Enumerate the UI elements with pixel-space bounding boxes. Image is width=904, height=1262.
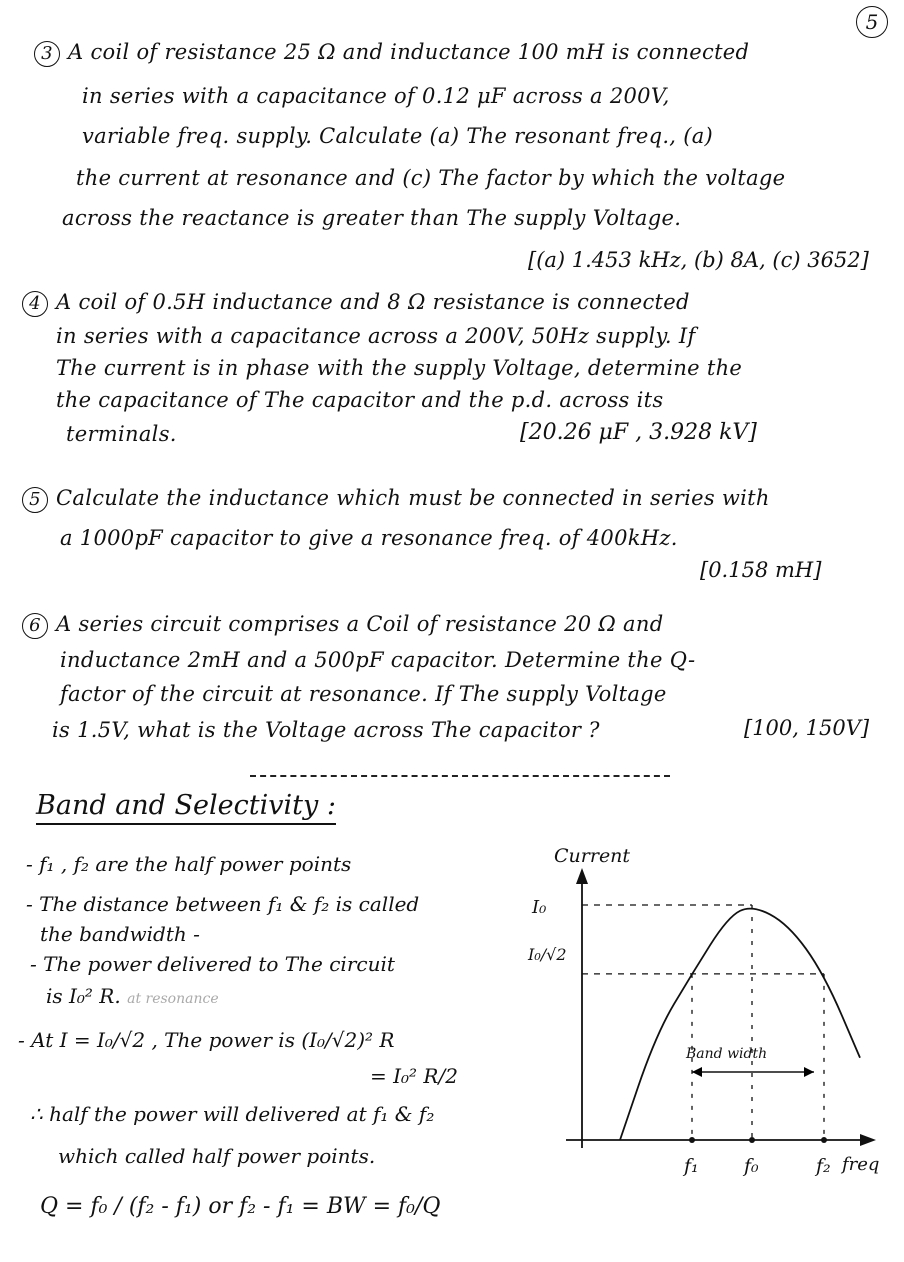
note-7: = I₀² R/2	[370, 1064, 458, 1088]
problem-6-number: 6	[22, 613, 48, 639]
note-5: is I₀² R. at resonance	[46, 984, 219, 1008]
page-number: 5	[856, 6, 888, 38]
problem-6-line-3: factor of the circuit at resonance. If The supply Voltage	[60, 682, 667, 706]
problem-4-line-4: the capacitance of The capacitor and the p.d. across its	[56, 388, 664, 412]
x-tick-f1: f₁	[684, 1155, 699, 1177]
x-axis-arrow	[860, 1134, 876, 1146]
section-heading: Band and Selectivity :	[36, 790, 336, 825]
point-f1	[689, 1137, 695, 1143]
problem-3-line-2: in series with a capacitance of 0.12 μF across a 200V,	[82, 84, 670, 108]
problem-5-number: 5	[22, 487, 48, 513]
note-9: which called half power points.	[58, 1144, 376, 1168]
bandwidth-arrow-left	[692, 1067, 702, 1077]
problem-3-line-3: variable freq. supply. Calculate (a) The resonant freq., (a)	[82, 124, 714, 148]
note-6: - At I = I₀/√2 , The power is (I₀/√2)² R	[18, 1028, 395, 1052]
problem-3-line-1: 3 A coil of resistance 25 Ω and inductance 100 mH is connected	[34, 40, 749, 67]
note-1: - f₁ , f₂ are the half power points	[26, 852, 352, 876]
problem-5-line-1: 5 Calculate the inductance which must be connected in series with	[22, 486, 770, 513]
note-4: - The power delivered to The circuit	[30, 952, 395, 976]
point-f0	[749, 1137, 755, 1143]
problem-5-line-2: a 1000pF capacitor to give a resonance freq. of 400kHz.	[60, 526, 678, 550]
problem-3-number: 3	[34, 41, 60, 67]
problem-3-line-4: the current at resonance and (c) The factor by which the voltage	[76, 166, 786, 190]
problem-5-answer: [0.158 mH]	[700, 558, 822, 582]
bandwidth-label: Band width	[686, 1046, 768, 1062]
note-2: - The distance between f₁ & f₂ is called	[26, 892, 420, 916]
problem-6-line-2: inductance 2mH and a 500pF capacitor. Determine the Q-	[60, 648, 696, 672]
point-f2	[821, 1137, 827, 1143]
x-tick-f2: f₂	[816, 1155, 831, 1177]
problem-4-answer: [20.26 μF , 3.928 kV]	[520, 420, 757, 445]
y-tick-I0: I₀	[532, 897, 547, 918]
x-tick-f0: f₀	[744, 1155, 759, 1177]
y-axis-arrow	[576, 868, 588, 884]
problem-6-line-1: 6 A series circuit comprises a Coil of resistance 20 Ω and	[22, 612, 663, 639]
problem-4-line-1: 4 A coil of 0.5H inductance and 8 Ω resistance is connected	[22, 290, 690, 317]
problem-4-number: 4	[22, 291, 48, 317]
problem-4-line-5: terminals.	[66, 422, 177, 446]
problem-4-line-3: The current is in phase with the supply Voltage, determine the	[56, 356, 743, 380]
y-tick-I0-root2: I₀/√2	[528, 945, 567, 964]
bandwidth-arrow-right	[804, 1067, 814, 1077]
x-axis-label: freq	[842, 1154, 880, 1175]
note-10: Q = f₀ / (f₂ - f₁) or f₂ - f₁ = BW = f₀/Q	[40, 1194, 441, 1219]
problem-3-line-5: across the reactance is greater than The supply Voltage.	[62, 206, 682, 230]
note-8: ∴ half the power will delivered at f₁ & f₂	[30, 1102, 435, 1126]
problem-4-line-2: in series with a capacitance across a 200V, 50Hz supply. If	[56, 324, 696, 348]
problem-6-answer: [100, 150V]	[744, 716, 870, 740]
y-axis-label: Current	[554, 845, 631, 867]
note-5-faint: at resonance	[127, 991, 219, 1007]
note-3: the bandwidth -	[40, 922, 200, 946]
problem-3-answer: [(a) 1.453 kHz, (b) 8A, (c) 3652]	[528, 248, 869, 272]
problem-6-line-4: is 1.5V, what is the Voltage across The capacitor ?	[52, 718, 600, 742]
